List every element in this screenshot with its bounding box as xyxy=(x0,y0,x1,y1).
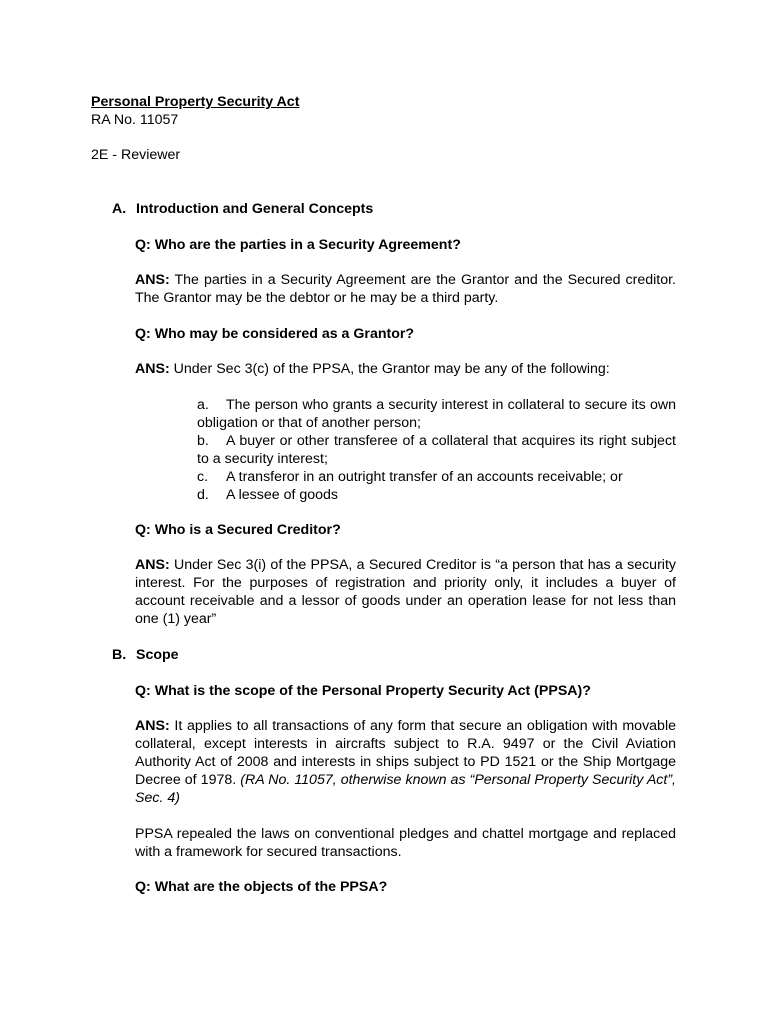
document-title: Personal Property Security Act xyxy=(91,94,300,110)
answer-text: It applies to all transactions of any form that secure an obligation with movable collateral, except interests in aircrafts subject to R.A. 9497 or the Civil Aviation Authority Act of 2008 and interests in ships subject to PD 1521 or the Ship Mortgage Decree of 1978. xyxy=(135,718,676,788)
grantor-list xyxy=(197,396,676,504)
list-item-text: The person who grants a security interest in collateral to secure its own obligation or that of another person; xyxy=(197,397,676,431)
list-item xyxy=(197,432,676,468)
answer-label: ANS: xyxy=(135,361,170,377)
citation-text: (RA No. 11057, otherwise known as “Personal Property Security Act”, Sec. 4) xyxy=(135,772,676,806)
answer-parties xyxy=(135,271,676,307)
answer-text: Under Sec 3(c) of the PPSA, the Grantor may be any of the following: xyxy=(169,361,610,377)
answer-label: ANS: xyxy=(135,272,170,288)
answer-scope xyxy=(135,717,676,807)
answer-label: ANS: xyxy=(135,557,170,573)
question-parties: Q: Who are the parties in a Security Agreement? xyxy=(135,237,461,253)
paragraph-ppsa-repealed: PPSA repealed the laws on conventional pledges and chattel mortgage and replaced with a framework for secured transactions. xyxy=(135,826,676,860)
answer-label: ANS: xyxy=(135,718,170,734)
question-grantor: Q: Who may be considered as a Grantor? xyxy=(135,326,415,342)
section-title: Scope xyxy=(136,647,179,663)
ra-number: RA No. 11057 xyxy=(91,112,179,128)
answer-grantor xyxy=(135,360,676,378)
document-subtitle: 2E - Reviewer xyxy=(91,147,181,163)
list-marker: d. xyxy=(197,487,209,503)
list-marker: c. xyxy=(197,469,209,485)
answer-secured-creditor xyxy=(135,556,676,628)
list-marker: b. xyxy=(197,433,209,449)
section-letter: B. xyxy=(112,647,127,663)
list-item-text: A buyer or other transferee of a collateral that acquires its right subject to a security interest; xyxy=(197,433,676,467)
section-title: Introduction and General Concepts xyxy=(136,201,374,217)
question-objects: Q: What are the objects of the PPSA? xyxy=(135,879,388,895)
section-a-heading xyxy=(112,200,373,218)
list-item xyxy=(197,468,676,486)
section-letter: A. xyxy=(112,201,127,217)
question-scope: Q: What is the scope of the Personal Property Security Act (PPSA)? xyxy=(135,683,591,699)
answer-text: The parties in a Security Agreement are the Grantor and the Secured creditor. The Grantor may be the debtor or he may be a third party. xyxy=(135,272,676,306)
list-item xyxy=(197,486,676,504)
list-item xyxy=(197,396,676,432)
list-item-text: A transferor in an outright transfer of an accounts receivable; or xyxy=(226,469,623,485)
answer-text: Under Sec 3(i) of the PPSA, a Secured Creditor is “a person that has a security interest. For the purposes of registration and priority only, it includes a buyer of account receivable and a lessor of goods under an operation lease for not less than one (1) year” xyxy=(135,557,676,627)
list-marker: a. xyxy=(197,397,209,413)
question-secured-creditor: Q: Who is a Secured Creditor? xyxy=(135,522,341,538)
section-b-heading xyxy=(112,646,179,664)
list-item-text: A lessee of goods xyxy=(226,487,339,503)
